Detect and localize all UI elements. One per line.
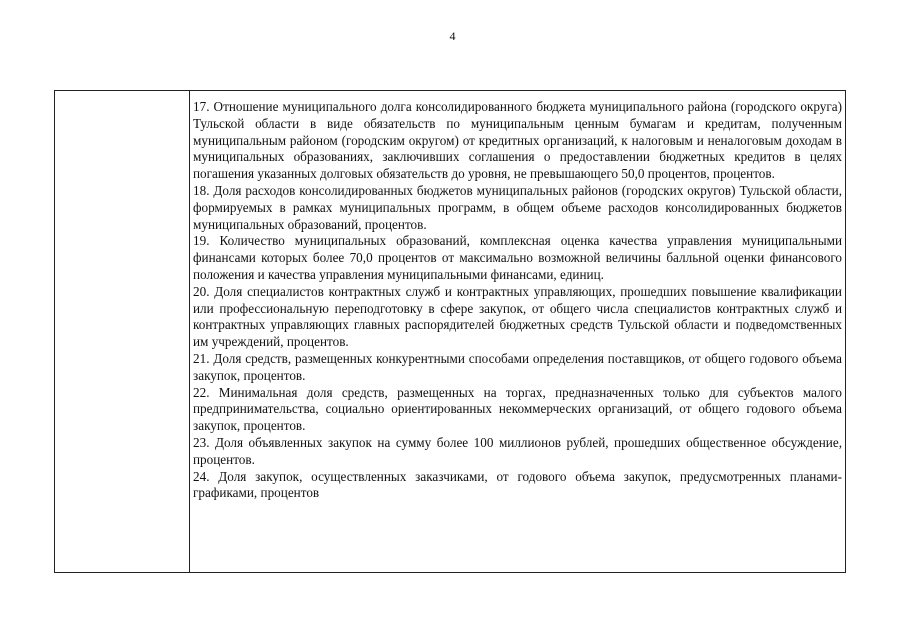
page-number: 4 <box>449 29 456 43</box>
indicator-item-17: 17. Отношение муниципального долга консолидированного бюджета муниципального района (городского округа) Тульской области в виде обязательств по муниципальным ценным бумагам и кредитам, полученным муниципальным районом (городским округом) от кредитных организаций, к налоговым и неналоговым доходам в муниципальных образованиях, заключивших соглашения о предоставлении бюджетных кредитов в целях погашения указанных долговых обязательств до уровня, не превышающего 50,0 процентов, процентов. <box>193 99 842 182</box>
indicator-item-22: 22. Минимальная доля средств, размещенных на торгах, предназначенных только для субъектов малого предпринимательства, социально ориентированных некоммерческих организаций, от общего годового объема закупок, процентов. <box>193 384 842 434</box>
indicator-item-21: 21. Доля средств, размещенных конкурентными способами определения поставщиков, от общего годового объема закупок, процентов. <box>193 350 842 383</box>
table-right-cell <box>190 91 845 502</box>
indicator-item-18: 18. Доля расходов консолидированных бюджетов муниципальных районов (городских округов) Тульской области, формируемых в рамках муниципальных программ, в общем объеме расходов консолидированных бюджетов муниципальных образований, процентов. <box>193 182 842 232</box>
table-left-cell <box>55 91 190 572</box>
indicator-item-19: 19. Количество муниципальных образований, комплексная оценка качества управления муниципальными финансами которых более 70,0 процентов от максимально возможной величины балльной оценки финансового положения и качества управления муниципальными финансами, единиц. <box>193 233 842 282</box>
document-table <box>54 90 846 573</box>
indicator-item-20: 20. Доля специалистов контрактных служб и контрактных управляющих, прошедших повышение квалификации или профессиональную переподготовку в сфере закупок, от общего числа специалистов контрактных служб и контрактных управляющих главных распорядителей бюджетных средств Тульской области и подведомственных им учреждений, процентов. <box>193 283 842 350</box>
indicator-item-23: 23. Доля объявленных закупок на сумму более 100 миллионов рублей, прошедших общественное обсуждение, процентов. <box>193 434 842 467</box>
indicator-item-24: 24. Доля закупок, осуществленных заказчиками, от годового объема закупок, предусмотренных планами-графиками, процентов <box>193 468 842 501</box>
